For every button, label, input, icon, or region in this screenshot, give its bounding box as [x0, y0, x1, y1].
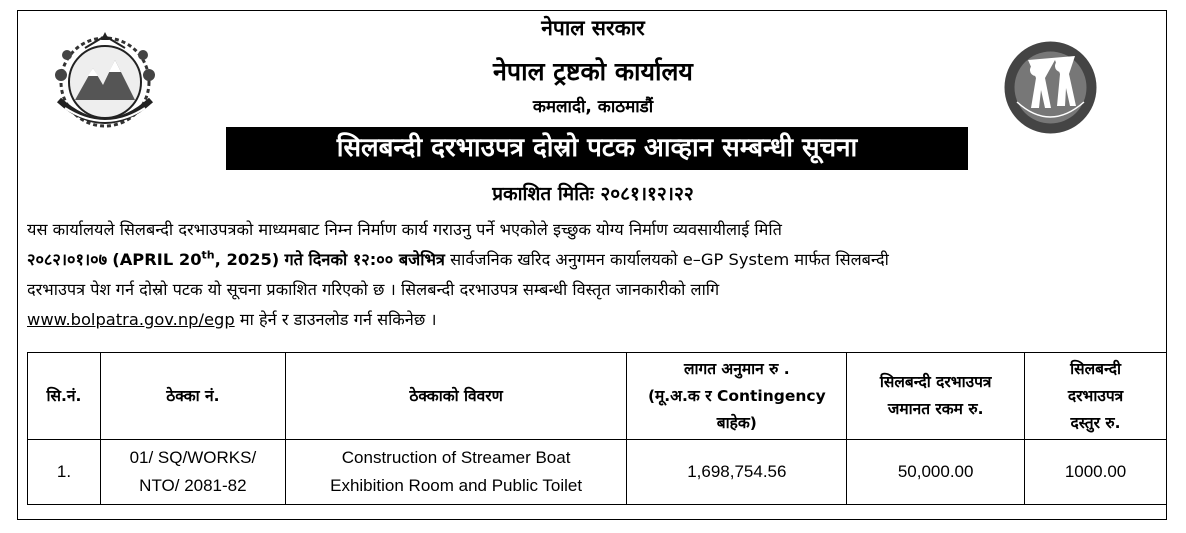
cell-bid-security: 50,000.00	[847, 440, 1025, 505]
tender-table	[27, 352, 1167, 505]
header-bid-security: सिलबन्दी दरभाउपत्र जमानत रकम रु.	[847, 353, 1025, 440]
body-line-2-rest: सार्वजनिक खरिद अनुगमन कार्यालयको e–GP System मार्फत सिलबन्दी	[450, 250, 889, 269]
body-line-4	[27, 305, 1167, 335]
body-line-4-rest: मा हेर्न र डाउनलोड गर्न सकिनेछ ।	[239, 310, 437, 329]
header-bid-fee: सिलबन्दी दरभाउपत्र दस्तुर रु.	[1025, 353, 1167, 440]
government-title: नेपाल सरकार	[541, 16, 645, 40]
header-contract-no: ठेक्का नं.	[100, 353, 285, 440]
cell-bid-fee: 1000.00	[1025, 440, 1167, 505]
office-title: नेपाल ट्रष्टको कार्यालय	[493, 57, 693, 86]
egp-link[interactable]: www.bolpatra.gov.np/egp	[27, 310, 235, 329]
cell-description: Construction of Streamer Boat Exhibition Room and Public Toilet	[285, 440, 627, 505]
header-description: ठेक्काको विवरण	[285, 353, 627, 440]
body-line-2	[27, 245, 1167, 275]
deadline-english: (APRIL 20th, 2025)	[112, 248, 280, 269]
deadline-time: गते दिनको १२:०० बजेभित्र	[284, 250, 445, 269]
cell-sn: 1.	[28, 440, 101, 505]
table-row	[28, 440, 1167, 505]
header-cost-estimate: लागत अनुमान रु . (मू.अ.क र Contingency बाहेक)	[627, 353, 847, 440]
notice-title-banner: सिलबन्दी दरभाउपत्र दोस्रो पटक आव्हान सम्बन्धी सूचना	[226, 127, 968, 170]
table-header-row	[28, 353, 1167, 440]
body-line-3: दरभाउपत्र पेश गर्न दोस्रो पटक यो सूचना प्रकाशित गरिएको छ । सिलबन्दी दरभाउपत्र सम्बन्धी विस्तृत जानकारीको लागि	[27, 280, 720, 299]
office-location: कमलादी, काठमाडौं	[532, 97, 654, 117]
header-sn: सि.नं.	[28, 353, 101, 440]
published-date: प्रकाशित मितिः २०८१।१२।२२	[492, 183, 694, 205]
deadline-nepali: २०८२।०१।०७	[27, 250, 108, 269]
notice-body	[27, 215, 1167, 335]
body-line-1: यस कार्यालयले सिलबन्दी दरभाउपत्रको माध्यमबाट निम्न निर्माण कार्य गराउनु पर्ने भएकोले इच्छुक योग्य निर्माण व्यवसायीलाई मिति	[27, 220, 782, 239]
cell-contract-no: 01/ SQ/WORKS/ NTO/ 2081-82	[100, 440, 285, 505]
cell-cost-estimate: 1,698,754.56	[627, 440, 847, 505]
